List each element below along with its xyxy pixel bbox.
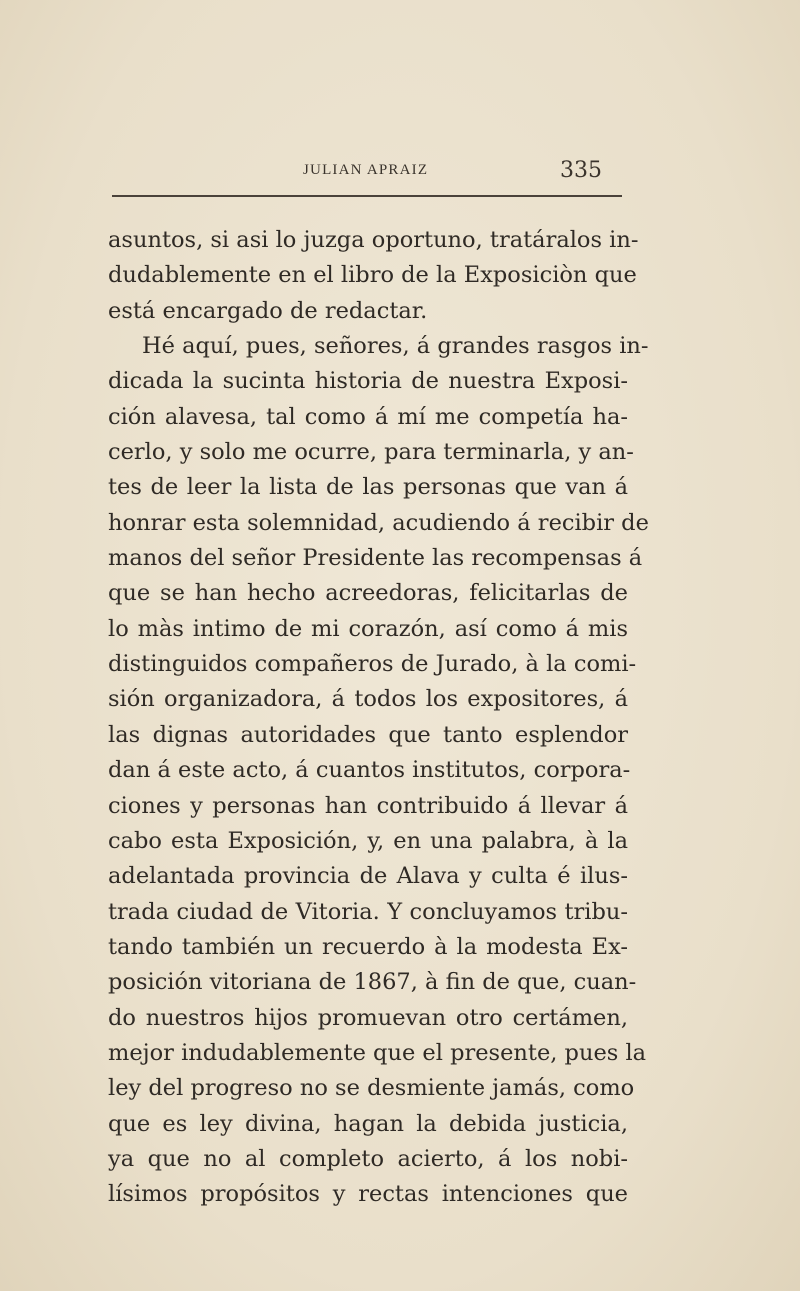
text-line: que es ley divina, hagan la debida justicia, [108,1110,628,1137]
text-line: lo màs intimo de mi corazón, así como á mis [108,615,628,642]
text-line: ya que no al completo acierto, á los nobi- [108,1145,628,1172]
text-line: honrar esta solemnidad, acudiendo á recibir de [108,509,649,536]
text-line: Hé aquí, pues, señores, á grandes rasgos in- [142,333,649,360]
text-line: cabo esta Exposición, y, en una palabra, à la [108,827,628,854]
body-text [108,223,649,1213]
text-line: dicada la sucinta historia de nuestra Exposi- [108,368,628,395]
text-line: las dignas autoridades que tanto esplendor [108,721,628,748]
text-line: sión organizadora, á todos los expositores, á [108,686,628,713]
text-line: tando también un recuerdo à la modesta Ex- [108,933,628,960]
text-line: trada ciudad de Vitoria. Y concluyamos tribu- [108,898,628,925]
text-line: está encargado de redactar. [108,297,428,324]
text-line: que se han hecho acreedoras, felicitarlas de [108,580,628,607]
text-line: manos del señor Presidente las recompensas á [108,545,643,572]
text-line: ción alavesa, tal como á mí me competía ha- [108,403,628,430]
running-head: JULIAN APRAIZ [303,162,429,178]
text-line: do nuestros hijos promuevan otro certámen, [108,1004,628,1031]
text-line: mejor indudablemente que el presente, pues la [108,1039,647,1066]
text-line: dudablemente en el libro de la Exposiciòn que [108,262,637,289]
text-line: dan á este acto, á cuantos institutos, corpora- [108,757,631,784]
text-line: lísimos propósitos y rectas intenciones que [108,1181,628,1208]
text-line: ciones y personas han contribuido á llevar á [108,792,628,819]
text-line: adelantada provincia de Alava y culta é ilus- [108,863,628,890]
header-rule [112,195,622,197]
text-line: tes de leer la lista de las personas que van á [108,474,628,501]
text-line: posición vitoriana de 1867, à fin de que, cuan- [108,969,637,996]
page-number: 335 [560,158,602,183]
text-line: ley del progreso no se desmiente jamás, como [108,1075,635,1102]
page-header [108,160,608,188]
text-line: distinguidos compañeros de Jurado, à la comi- [108,651,637,678]
text-line: asuntos, si asi lo juzga oportuno, tratáralos in- [108,227,639,253]
text-line: cerlo, y solo me ocurre, para terminarla, y an- [108,439,634,466]
